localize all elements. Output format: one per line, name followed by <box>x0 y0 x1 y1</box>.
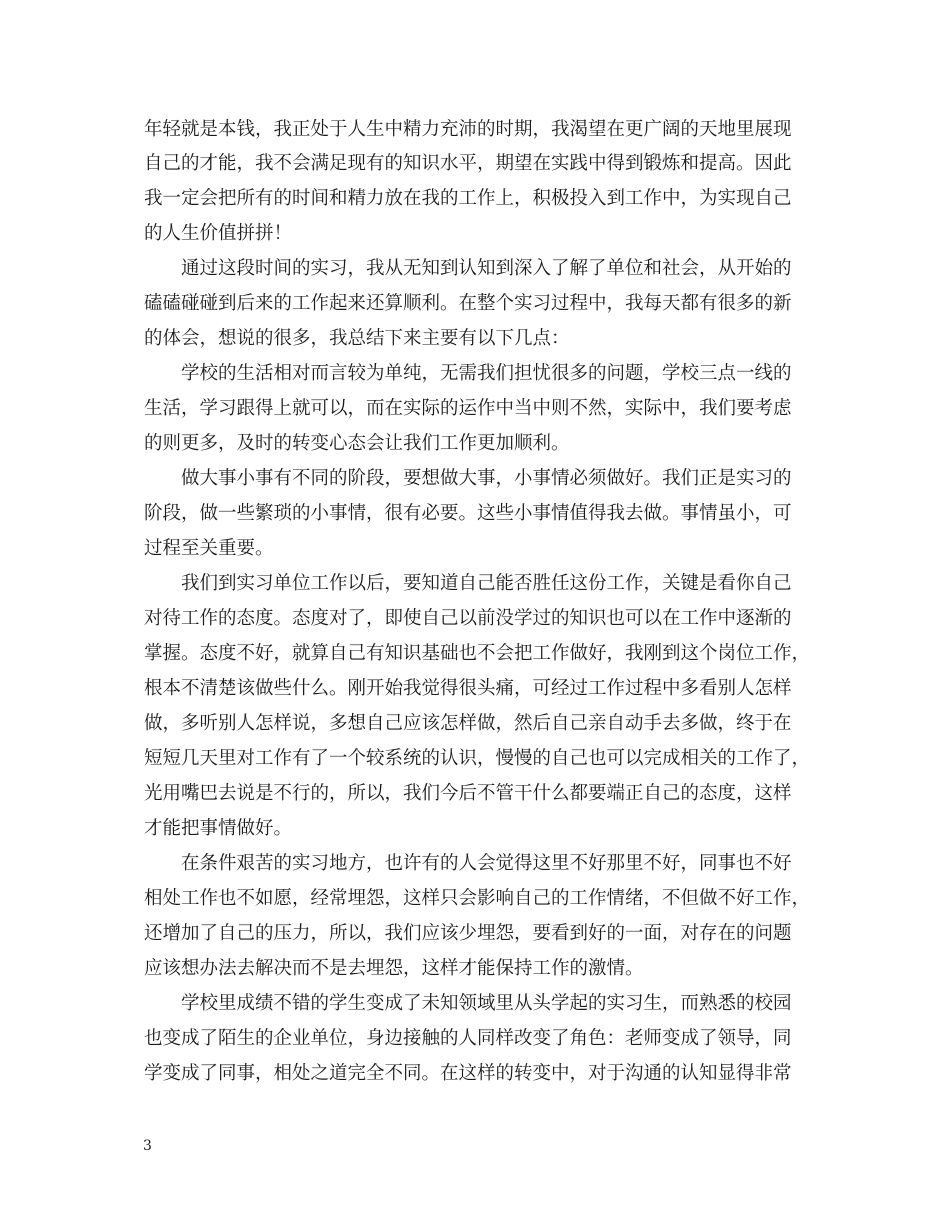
body-text-line: 学校的生活相对而言较为单纯，无需我们担忧很多的问题，学校三点一线的 <box>144 363 792 384</box>
body-text-line: 的人生价值拼拼！ <box>144 223 293 244</box>
body-text-line: 根本不清楚该做些什么。刚开始我觉得很头痛，可经过工作过程中多看别人怎样 <box>144 678 792 699</box>
body-text-line: 才能把事情做好。 <box>144 818 293 839</box>
body-text-line: 学变成了同事，相处之道完全不同。在这样的转变中，对于沟通的认知显得非常 <box>144 1063 792 1084</box>
body-text-line: 应该想办法去解决而不是去埋怨，这样才能保持工作的激情。 <box>144 958 644 979</box>
body-text-line: 在条件艰苦的实习地方，也许有的人会觉得这里不好那里不好，同事也不好 <box>144 853 792 874</box>
body-text-line: 做大事小事有不同的阶段，要想做大事，小事情必须做好。我们正是实习的 <box>144 468 792 489</box>
body-text-line: 过程至关重要。 <box>144 538 274 559</box>
body-text-line: 我一定会把所有的时间和精力放在我的工作上，积极投入到工作中，为实现自己 <box>144 188 792 209</box>
body-text-line: 光用嘴巴去说是不行的，所以，我们今后不管干什么都要端正自己的态度，这样 <box>144 783 792 804</box>
body-text-line: 生活，学习跟得上就可以，而在实际的运作中当中则不然，实际中，我们要考虑 <box>144 398 792 419</box>
body-text-line: 通过这段时间的实习，我从无知到认知到深入了解了单位和社会，从开始的 <box>144 258 792 279</box>
body-text-line: 磕磕碰碰到后来的工作起来还算顺利。在整个实习过程中，我每天都有很多的新 <box>144 293 792 314</box>
body-text-line: 我们到实习单位工作以后，要知道自己能否胜任这份工作，关键是看你自己 <box>144 573 792 594</box>
body-text-line: 的则更多，及时的转变心态会让我们工作更加顺利。 <box>144 433 570 454</box>
body-text-line: 短短几天里对工作有了一个较系统的认识，慢慢的自己也可以完成相关的工作了， <box>144 748 811 769</box>
body-text-line: 相处工作也不如愿，经常埋怨，这样只会影响自己的工作情绪，不但做不好工作， <box>144 888 811 909</box>
body-text-line: 也变成了陌生的企业单位，身边接触的人同样改变了角色：老师变成了领导，同 <box>144 1028 792 1049</box>
body-text-line: 年轻就是本钱，我正处于人生中精力充沛的时期，我渴望在更广阔的天地里展现 <box>144 119 792 140</box>
body-text-line: 掌握。态度不好，就算自己有知识基础也不会把工作做好，我刚到这个岗位工作， <box>144 643 811 664</box>
body-text-line: 做，多听别人怎样说，多想自己应该怎样做，然后自己亲自动手去多做，终于在 <box>144 713 792 734</box>
body-text-line: 阶段，做一些繁琐的小事情，很有必要。这些小事情值得我去做。事情虽小，可 <box>144 503 792 524</box>
page-number: 3 <box>143 1138 152 1154</box>
body-text-line: 的体会，想说的很多，我总结下来主要有以下几点： <box>144 328 570 349</box>
body-text-line: 还增加了自己的压力，所以，我们应该少埋怨，要看到好的一面，对存在的问题 <box>144 923 792 944</box>
body-text-line: 自己的才能，我不会满足现有的知识水平，期望在实践中得到锻炼和提高。因此 <box>144 153 792 174</box>
body-text-line: 学校里成绩不错的学生变成了未知领域里从头学起的实习生，而熟悉的校园 <box>144 993 792 1014</box>
body-text-line: 对待工作的态度。态度对了，即使自己以前没学过的知识也可以在工作中逐渐的 <box>144 608 792 629</box>
